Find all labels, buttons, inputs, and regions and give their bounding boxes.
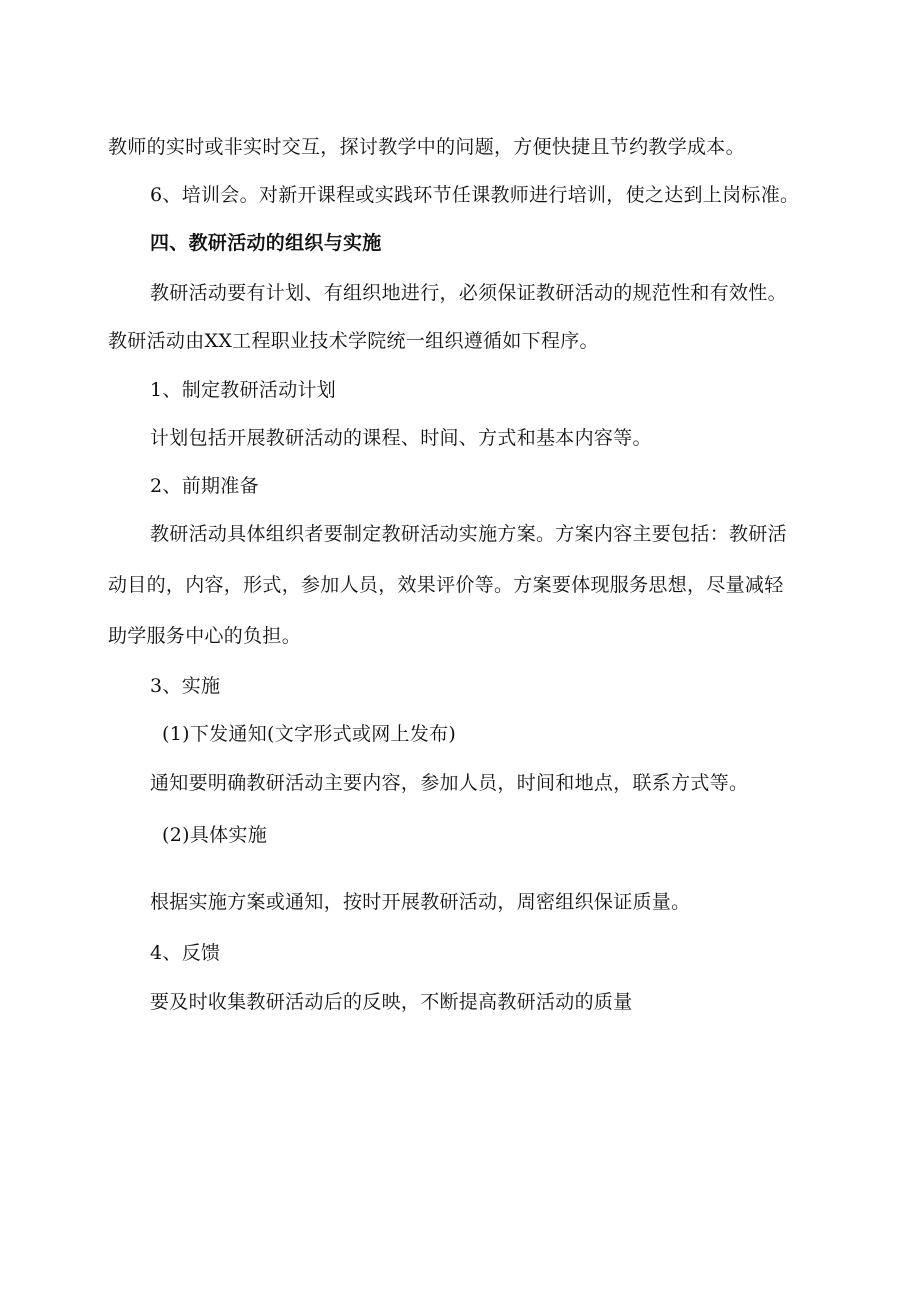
subheading-2: 2、前期准备 — [150, 475, 259, 497]
paragraph-line-16: 根据实施方案或通知，按时开展教研活动，周密组织保证质量。 — [150, 891, 691, 913]
paragraph-line-2: 6、培训会。对新开课程或实践环节任课教师进行培训，使之达到上岗标准。 — [150, 184, 800, 206]
subheading-1: 1、制定教研活动计划 — [150, 379, 337, 401]
paragraph-line-14: 通知要明确教研活动主要内容，参加人员，时间和地点，联系方式等。 — [150, 772, 749, 794]
paragraph-line-5: 教研活动由XX工程职业技术学院统一组织遵循如下程序。 — [108, 330, 599, 352]
paragraph-line-7: 计划包括开展教研活动的课程、时间、方式和基本内容等。 — [150, 427, 652, 449]
sub-subheading-2: (2)具体实施 — [162, 824, 268, 846]
subheading-3: 3、实施 — [150, 675, 221, 697]
paragraph-line-11: 助学服务中心的负担。 — [108, 625, 302, 647]
paragraph-line-4: 教研活动要有计划、有组织地进行，必须保证教研活动的规范性和有效性。 — [150, 282, 787, 304]
subheading-4: 4、反馈 — [150, 942, 221, 964]
paragraph-line-10: 动目的，内容，形式，参加人员，效果评价等。方案要体现服务思想，尽量减轻 — [108, 574, 784, 596]
section-heading: 四、教研活动的组织与实施 — [150, 232, 382, 254]
paragraph-line-9: 教研活动具体组织者要制定教研活动实施方案。方案内容主要包括：教研活 — [150, 523, 787, 545]
sub-subheading-1: (1)下发通知(文字形式或网上发布) — [162, 723, 457, 745]
paragraph-line-18: 要及时收集教研活动后的反映，不断提高教研活动的质量 — [150, 991, 633, 1013]
paragraph-line-1: 教师的实时或非实时交互，探讨教学中的问题，方便快捷且节约教学成本。 — [108, 136, 745, 158]
